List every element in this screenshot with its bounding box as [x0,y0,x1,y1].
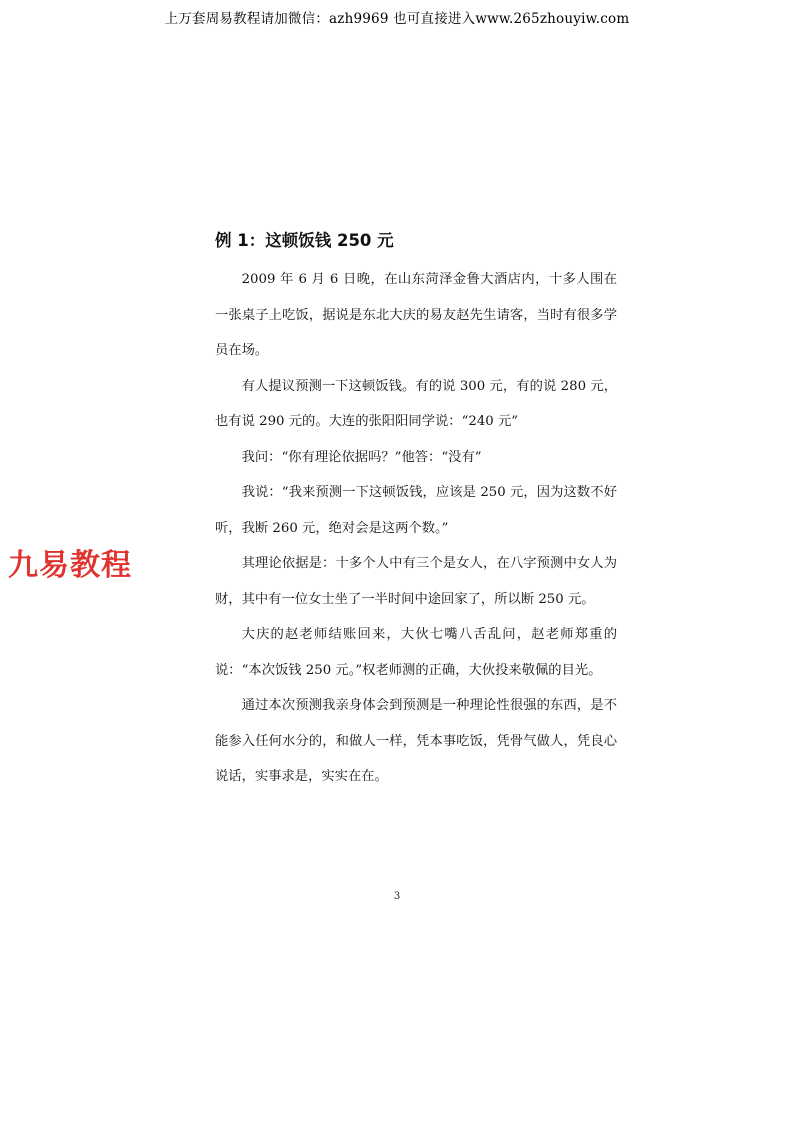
article-body [215,228,617,795]
page-header-promo: 上万套周易教程请加微信：azh9969 也可直接进入www.265zhouyiw.com [164,11,630,27]
article-title: 例 1：这顿饭钱 250 元 [215,231,394,250]
paragraph: 2009 年 6 月 6 日晚，在山东菏泽金鲁大酒店内，十多人围在一张桌子上吃饭，据说是东北大庆的易友赵先生请客，当时有很多学员在场。 [215,272,617,358]
paragraph: 我说：“我来预测一下这顿饭钱，应该是 250 元，因为这数不好听，我断 260 元，绝对会是这两个数。” [215,485,617,536]
paragraph: 大庆的赵老师结账回来，大伙七嘴八舌乱问，赵老师郑重的说：“本次饭钱 250 元。”权老师测的正确，大伙投来敬佩的目光。 [215,627,617,678]
paragraph: 我问：“你有理论依据吗？”他答：“没有” [241,449,482,465]
page-number: 3 [393,891,401,902]
watermark-logo: 九易教程 [8,548,132,583]
paragraph: 其理论依据是：十多个人中有三个是女人，在八字预测中女人为财，其中有一位女士坐了一半时间中途回家了，所以断 250 元。 [215,556,617,607]
paragraph: 有人提议预测一下这顿饭钱。有的说 300 元，有的说 280 元，也有说 290 元的。大连的张阳阳同学说：“240 元” [215,378,617,429]
paragraph: 通过本次预测我亲身体会到预测是一种理论性很强的东西，是不能参入任何水分的，和做人一样，凭本事吃饭，凭骨气做人，凭良心说话，实事求是，实实在在。 [215,698,617,784]
